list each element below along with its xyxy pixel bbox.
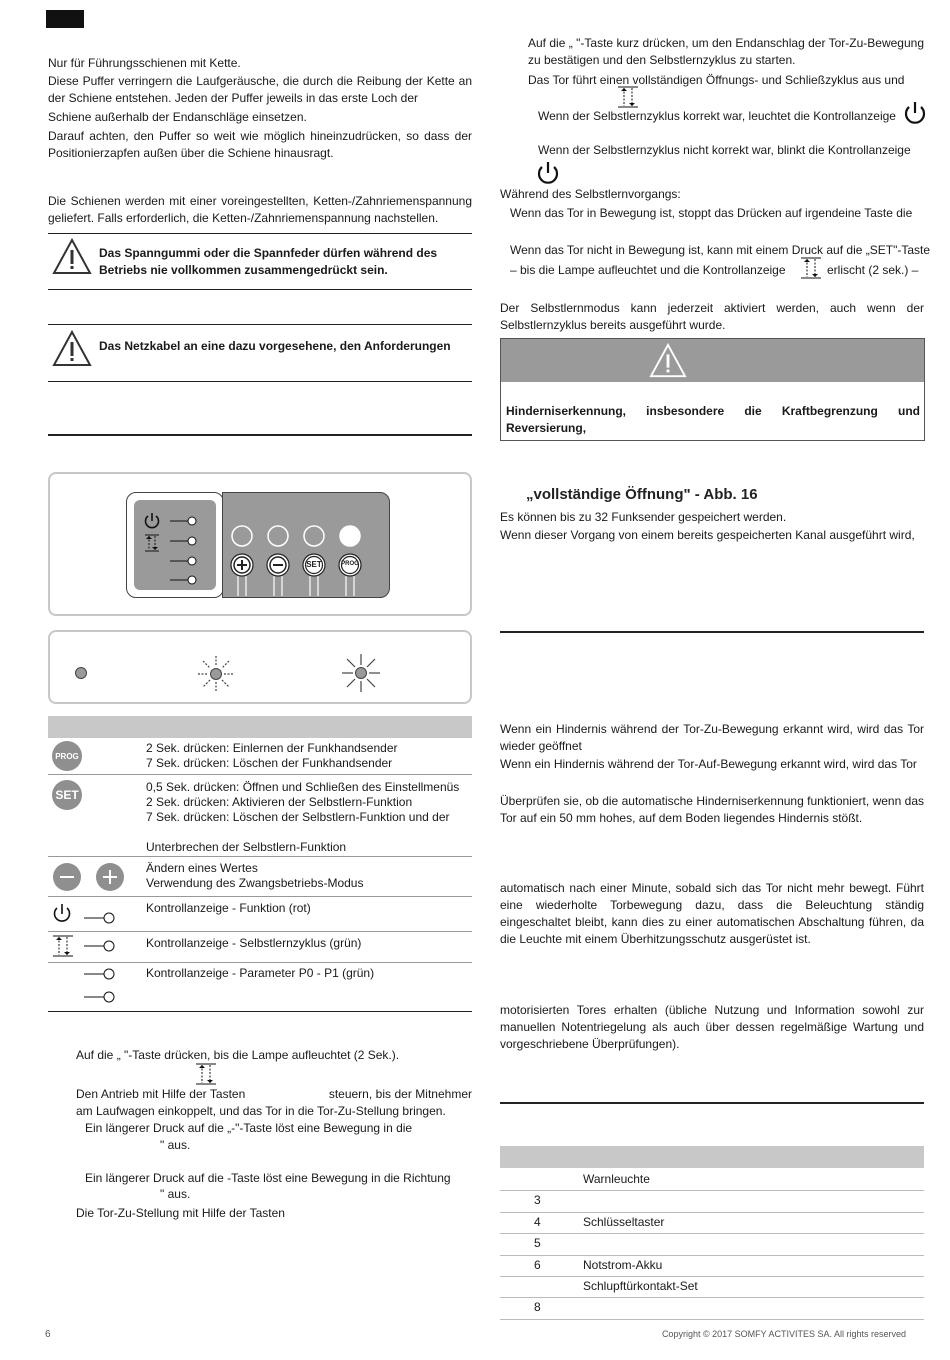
r-para-3: Wenn der Selbstlernzyklus korrekt war, leuchtet die Kontrollanzeige <box>538 109 896 123</box>
led-lines <box>170 514 200 586</box>
instr-3b: " aus. <box>160 1138 191 1152</box>
section-heading: „vollständige Öffnung" - Abb. 16 <box>526 486 758 503</box>
led3-text: Kontrollanzeige - Parameter P0 - P1 (grün) <box>146 966 375 980</box>
power-icon <box>904 100 926 126</box>
obstacle-text-2: Wenn ein Hindernis während der Tor-Auf-Bewegung erkannt wird, wird das Tor <box>500 757 917 771</box>
accessory-row-divider <box>500 1255 924 1256</box>
learn-cycle-icon <box>195 1063 217 1085</box>
accessory-row-divider <box>500 1297 924 1298</box>
led-off-icon <box>74 666 88 680</box>
pm-text-2: Verwendung des Zwangsbetriebs-Modus <box>146 876 364 890</box>
set-text-1: 0,5 Sek. drücken: Öffnen und Schließen des Einstellmenüs <box>146 780 460 794</box>
heading-text-1: Es können bis zu 32 Funksender gespeichert werden. <box>500 510 787 524</box>
learn-led-icon <box>52 934 118 958</box>
accessory-row-divider <box>500 1233 924 1234</box>
accessory-row-divider <box>500 1190 924 1191</box>
r-para-7c: erlischt (2 sek.) – <box>827 263 919 277</box>
instr-2: Den Antrieb mit Hilfe der Tasten steuern, bis der Mitnehmer am Laufwagen einkoppelt, und das Tor in die Tor-Zu-Stellung bringen. <box>76 1087 476 1118</box>
accessory-row-divider <box>500 1212 924 1213</box>
page-number: 6 <box>45 1329 51 1340</box>
accessory-number: 3 <box>534 1193 541 1208</box>
power-led-icon <box>52 903 118 927</box>
right-warning-box <box>500 338 925 441</box>
learn-cycle-icon <box>617 86 639 108</box>
panel-set-button-label: SET <box>306 560 322 569</box>
warning-text-1: Das Spanngummi oder die Spannfeder dürfen während des Betriebs nie vollkommen zusammengedrückt sein. <box>99 246 438 277</box>
r-para-7a: Wenn das Tor nicht in Bewegung ist, kann mit einem Druck auf die „SET"-Taste <box>510 243 931 257</box>
accessory-row-divider <box>500 1319 924 1320</box>
func-table-header <box>48 716 472 738</box>
obstacle-text-3: Überprüfen sie, ob die automatische Hinderniserkennung funktioniert, wenn das Tor auf ein 50 mm hohes, auf dem Boden liegendes Hindernis stößt. <box>500 794 924 825</box>
header-tab <box>46 10 84 28</box>
r-para-6: Wenn das Tor in Bewegung ist, stoppt das Drücken auf irgendeine Taste die <box>510 206 913 220</box>
instr-1: Auf die „ "-Taste drücken, bis die Lampe aufleuchtet (2 Sek.). <box>76 1048 400 1062</box>
led-blinking-icon <box>196 654 236 694</box>
r-para-8: Der Selbstlernmodus kann jederzeit aktiviert werden, auch wenn der Selbstlernzyklus bereits ausgeführt wurde. <box>500 301 924 332</box>
accessory-number: 5 <box>534 1236 541 1251</box>
set-text-extra: Unterbrechen der Selbstlern-Funktion <box>146 840 347 854</box>
power-icon <box>537 160 559 186</box>
panel-buttons <box>226 514 376 598</box>
power-icon <box>144 512 160 535</box>
accessories-table-header <box>500 1146 924 1168</box>
warning-triangle-icon <box>52 238 92 276</box>
r-para-5: Während des Selbstlernvorgangs: <box>500 187 681 201</box>
r-para-2: Das Tor führt einen vollständigen Öffnungs- und Schließzyklus aus und <box>528 73 905 87</box>
learn-cycle-icon <box>144 534 160 557</box>
led1-text: Kontrollanzeige - Funktion (rot) <box>146 901 311 915</box>
obstacle-text-1: Wenn ein Hindernis während der Tor-Zu-Bewegung erkannt wird, wird das Tor wieder geöffnet <box>500 722 924 753</box>
prog-button-icon: PROG <box>52 741 82 771</box>
user-info-text: motorisierten Tores erhalten (übliche Nutzung und Information sowohl zur manuellen Notentriegelung als auch über dessen regelmäßige Wartung und vorgeschriebene Überprüfungen). <box>500 1003 924 1051</box>
chain-paragraph-2: Schiene außerhalb der Endanschläge einsetzen. <box>48 110 307 124</box>
control-panel-illustration <box>48 472 472 616</box>
copyright: Copyright © 2017 SOMFY ACTIVITES SA. All rights reserved <box>661 1329 906 1339</box>
led-states-illustration <box>48 630 472 704</box>
accessory-number: 6 <box>534 1257 541 1272</box>
prog-text-2: 7 Sek. drücken: Löschen der Funkhandsender <box>146 756 393 770</box>
accessory-label: Notstrom-Akku <box>583 1257 663 1272</box>
lighting-text: automatisch nach einer Minute, sobald sich das Tor nicht mehr bewegt. Führt eine wiederholte Torbewegung dazu, dass die Beleuchtung ständig eingeschaltet bleibt, kann dies zu einer automatischen Abschaltung führen, da die Leuchte mit einem Überhitzungsschutz ausgerüstet ist. <box>500 881 924 946</box>
set-button-icon: SET <box>52 780 82 810</box>
minus-plus-button-icons <box>52 861 126 893</box>
param-led-icon <box>82 965 122 1007</box>
warning-triangle-icon <box>52 330 92 368</box>
accessory-label: Schlupftürkontakt-Set <box>583 1279 698 1293</box>
panel-prog-button-label: PROG <box>341 561 359 567</box>
learn-cycle-icon <box>800 257 822 279</box>
set-text-3: 7 Sek. drücken: Löschen der Selbstlern-Funktion und der <box>146 810 450 824</box>
instr-3a: Ein längerer Druck auf die „-"-Taste löst eine Bewegung in die <box>85 1121 413 1135</box>
accessory-number: 4 <box>534 1214 541 1229</box>
r-para-4: Wenn der Selbstlernzyklus nicht korrekt war, blinkt die Kontrollanzeige <box>538 143 911 157</box>
pm-text-1: Ändern eines Wertes <box>146 861 258 875</box>
accessory-label: Warnleuchte <box>583 1172 650 1186</box>
warning-text-2: Das Netzkabel an eine dazu vorgesehene, den Anforderungen <box>99 339 451 353</box>
chain-paragraph-3: Darauf achten, den Puffer so weit wie möglich hineinzudrücken, so dass der Positionierzapfen außen über die Schiene hinausragt. <box>48 129 472 160</box>
heading-text-2: Wenn dieser Vorgang von einem bereits gespeicherten Kanal ausgeführt wird, <box>500 528 915 542</box>
instr-4b: " aus. <box>160 1187 191 1201</box>
right-warning-text: Hinderniserkennung, insbesondere die Kraftbegrenzung und Reversierung, <box>506 404 920 435</box>
warning-triangle-icon <box>649 343 687 379</box>
chain-intro: Nur für Führungsschienen mit Kette. <box>48 56 241 70</box>
chain-paragraph-1: Diese Puffer verringern die Laufgeräusche, die durch die Reibung der Kette an der Schiene entstehen. Jeden der Puffer jeweils in das erste Loch der <box>48 74 472 105</box>
r-para-1: Auf die „ "-Taste kurz drücken, um den Endanschlag der Tor-Zu-Bewegung zu bestätigen und den Selbstlernzyklus zu starten. <box>528 36 924 67</box>
set-text-2: 2 Sek. drücken: Aktivieren der Selbstlern-Funktion <box>146 795 413 809</box>
accessory-label: Schlüsseltaster <box>583 1214 665 1229</box>
prog-text-1: 2 Sek. drücken: Einlernen der Funkhandsender <box>146 741 398 755</box>
instr-5: Die Tor-Zu-Stellung mit Hilfe der Tasten <box>76 1206 285 1220</box>
r-para-7b: – bis die Lampe aufleuchtet und die Kontrollanzeige <box>510 263 786 277</box>
tension-paragraph: Die Schienen werden mit einer voreingestellten, Ketten-/Zahnriemenspannung geliefert. Falls erforderlich, die Ketten-/Zahnriemenspannung nachstellen. <box>48 194 472 225</box>
led-on-icon <box>340 652 382 694</box>
accessory-row-divider <box>500 1276 924 1277</box>
led2-text: Kontrollanzeige - Selbstlernzyklus (grün) <box>146 936 362 950</box>
accessory-number: 8 <box>534 1300 541 1315</box>
instr-4a: Ein längerer Druck auf die -Taste löst eine Bewegung in die Richtung <box>85 1171 451 1185</box>
